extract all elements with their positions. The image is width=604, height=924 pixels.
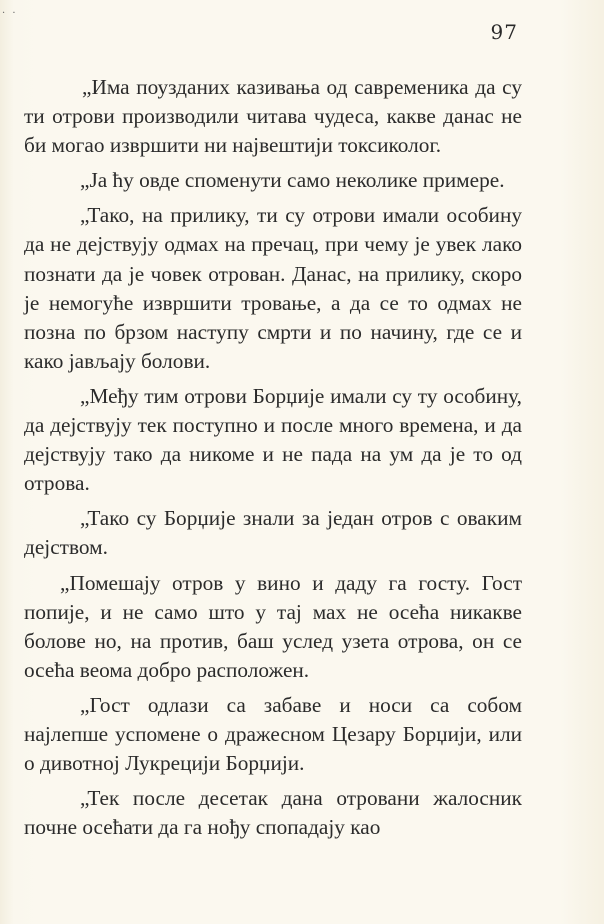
paragraph: „Гост одлази са забаве и носи са собом најлепше успомене о дражесном Цезару Борџији, или о дивотној Лукрецији Борџији. <box>24 692 522 776</box>
paragraph: „Ја ћу овде споменути само неколике примере. <box>80 168 505 193</box>
paragraph: „Међу тим отрови Борџије имали су ту особину, да дејствују тек поступно и после много времена, и да дејствују тако да никоме и не пада на ум да је то од отрова. <box>24 383 522 496</box>
paragraph: „Тако су Борџије знали за један отров с оваким дејством. <box>24 506 522 560</box>
page-number: 97 <box>490 20 518 44</box>
paragraph: „Тако, на прилику, ти су отрови имали особину да не дејствују одмах на пречац, при чему је увек лако познати да је човек отрован. Данас, на прилику, скоро је немогуће извршити тровање, а да се то одмах не позна по брзом наступу смрти и по начину, где се и како јављају болови. <box>24 203 522 373</box>
body-text <box>24 73 522 848</box>
paragraph: „Помешају отров у вино и даду га госту. Гост попије, и не само што у тај мах не осећа никакве болове но, на против, баш услед узета отрова, он се осећа веома добро расположен. <box>24 570 522 682</box>
margin-marks: · · <box>2 8 18 19</box>
paragraph: „Има поузданих казивања од савременика да су ти отрови производили читава чудеса, какве данас не би могао извршити ни највештији токсиколог. <box>24 75 522 158</box>
paragraph: „Тек после десетак дана отровани жалосник почне осећати да га нођу спопадају као <box>24 786 522 840</box>
